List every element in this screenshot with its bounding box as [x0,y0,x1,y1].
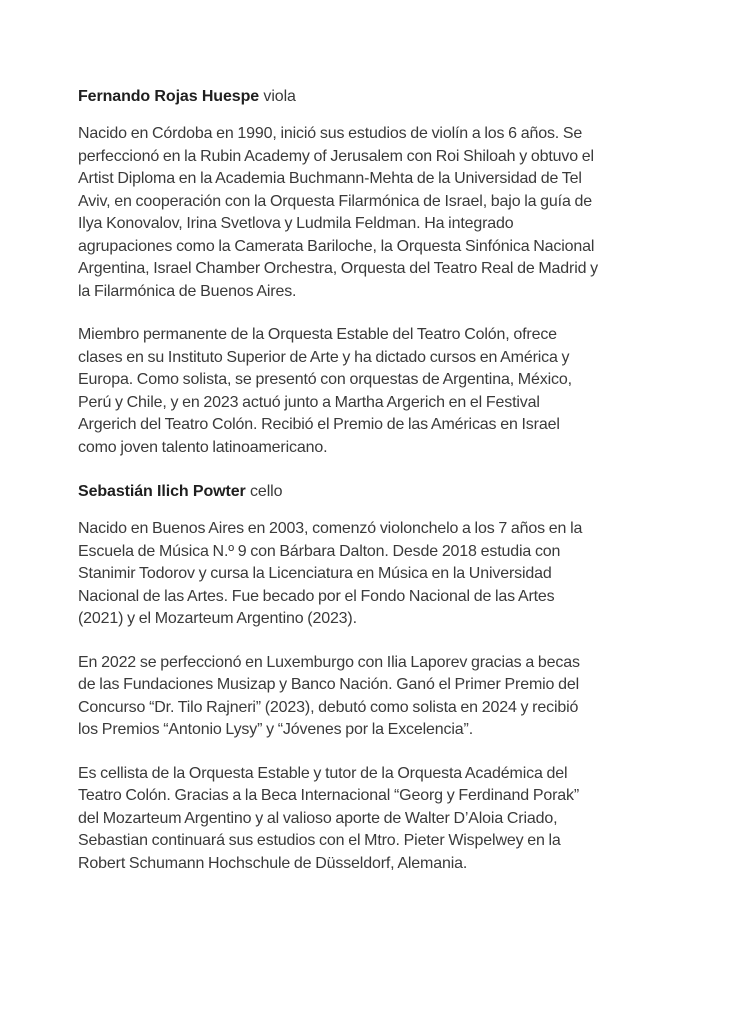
document-page [78,85,678,896]
bio-section-fernando [78,85,678,459]
bio-paragraph [78,324,678,459]
bio-paragraph [78,763,678,876]
musician-name: Sebastián Ilich Powter [78,483,246,500]
text-line: Europa. Como solista, se presentó con orquestas de Argentina, México, [78,371,572,388]
text-line: Escuela de Música N.º 9 con Bárbara Dalton. Desde 2018 estudia con [78,542,561,560]
bio-paragraph [78,518,678,631]
text-line: En 2022 se perfeccionó en Luxemburgo con Ilia Laporev gracias a becas [78,653,580,671]
text-line: Artist Diploma en la Academia Buchmann-Mehta de la Universidad de Tel [78,170,582,187]
text-line: de las Fundaciones Musizap y Banco Nación. Ganó el Primer Premio del [78,676,579,693]
musician-instrument: viola [263,88,296,105]
text-line: Nacional de las Artes. Fue becado por el Fondo Nacional de las Artes [78,587,555,605]
text-line: Es cellista de la Orquesta Estable y tutor de la Orquesta Académica del [78,764,568,782]
text-line: Nacido en Córdoba en 1990, inició sus estudios de violín a los 6 años. Se [78,125,583,142]
text-line: Concurso “Dr. Tilo Rajneri” (2023), debutó como solista en 2024 y recibió [78,698,579,716]
text-line: Argentina, Israel Chamber Orchestra, Orquesta del Teatro Real de Madrid y [78,260,599,277]
text-line: (2021) y el Mozarteum Argentino (2023). [78,610,357,627]
bio-heading [78,480,678,504]
text-line: Stanimir Todorov y cursa la Licenciatura en Música en la Universidad [78,565,552,582]
text-line: perfeccionó en la Rubin Academy of Jerusalem con Roi Shiloah y obtuvo el [78,147,594,165]
text-line: Miembro permanente de la Orquesta Estable del Teatro Colón, ofrece [78,326,557,343]
bio-heading [78,85,678,109]
text-line: Ilya Konovalov, Irina Svetlova y Ludmila Feldman. Ha integrado [78,215,514,232]
text-line: Teatro Colón. Gracias a la Beca Internacional “Georg y Ferdinand Porak” [78,787,580,804]
text-line: la Filarmónica de Buenos Aires. [78,282,297,300]
bio-section-sebastian [78,480,678,875]
text-line: Perú y Chile, y en 2023 actuó junto a Martha Argerich en el Festival [78,393,540,411]
text-line: los Premios “Antonio Lysy” y “Jóvenes por la Excelencia”. [78,721,474,738]
text-line: como joven talento latinoamericano. [78,438,328,456]
text-line: Nacido en Buenos Aires en 2003, comenzó violonchelo a los 7 años en la [78,520,583,537]
text-line: del Mozarteum Argentino y al valioso aporte de Walter D’Aloia Criado, [78,809,558,827]
bio-paragraph [78,123,678,303]
text-line: Robert Schumann Hochschule de Düsseldorf, Alemania. [78,854,468,872]
text-line: agrupaciones como la Camerata Bariloche, la Orquesta Sinfónica Nacional [78,237,595,255]
text-line: Aviv, en cooperación con la Orquesta Filarmónica de Israel, bajo la guía de [78,192,593,210]
bio-paragraph [78,652,678,742]
text-line: Argerich del Teatro Colón. Recibió el Premio de las Américas en Israel [78,416,560,433]
musician-instrument: cello [250,483,283,500]
text-line: clases en su Instituto Superior de Arte y ha dictado cursos en América y [78,348,570,366]
text-line: Sebastian continuará sus estudios con el Mtro. Pieter Wispelwey en la [78,832,561,849]
musician-name: Fernando Rojas Huespe [78,88,260,105]
